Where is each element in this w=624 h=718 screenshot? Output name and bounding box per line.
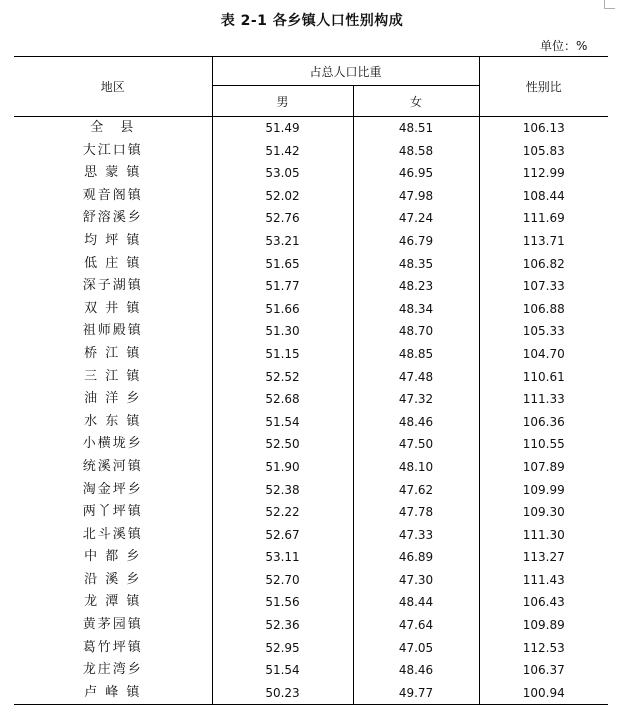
table-row — [14, 117, 608, 140]
cell-female: 47.24 — [353, 207, 479, 230]
cell-region: 沿 溪 乡 — [14, 569, 212, 592]
cell-male: 52.95 — [212, 637, 353, 660]
cell-male: 52.76 — [212, 207, 353, 230]
cell-region: 龙 潭 镇 — [14, 591, 212, 614]
cell-ratio: 106.36 — [522, 414, 565, 429]
cell-region: 北斗溪镇 — [14, 524, 212, 547]
cell-ratio: 105.33 — [522, 324, 565, 339]
cell-region: 祖师殿镇 — [14, 320, 212, 343]
cell-ratio: 112.53 — [522, 640, 565, 655]
cell-region: 小横垅乡 — [14, 433, 212, 456]
table-row — [14, 275, 608, 298]
table-body — [14, 117, 608, 705]
table-row — [14, 591, 608, 614]
cell-ratio: 113.71 — [522, 233, 565, 248]
table-row — [14, 524, 608, 547]
cell-female: 48.10 — [353, 456, 479, 479]
cell-ratio: 106.37 — [522, 663, 565, 678]
cell-female: 46.79 — [353, 230, 479, 253]
cell-region: 双 井 镇 — [14, 298, 212, 321]
cell-ratio: 106.82 — [522, 256, 565, 271]
cell-male: 51.30 — [212, 320, 353, 343]
cell-female: 48.34 — [353, 298, 479, 321]
header-share: 占总人口比重 — [212, 57, 479, 86]
table-row — [14, 682, 608, 705]
unit-label: 单位：% — [540, 39, 588, 53]
cell-male: 51.56 — [212, 591, 353, 614]
cell-female: 47.32 — [353, 388, 479, 411]
table-row — [14, 546, 608, 569]
cell-region: 均 坪 镇 — [14, 230, 212, 253]
cell-ratio: 112.99 — [522, 166, 565, 181]
cell-female: 47.98 — [353, 185, 479, 208]
cell-male: 51.66 — [212, 298, 353, 321]
table-row — [14, 388, 608, 411]
cell-region: 淘金坪乡 — [14, 479, 212, 502]
cell-region: 深子湖镇 — [14, 275, 212, 298]
cell-female: 47.62 — [353, 479, 479, 502]
cell-male: 53.11 — [212, 546, 353, 569]
cell-ratio: 109.99 — [522, 482, 565, 497]
cell-male: 51.54 — [212, 659, 353, 682]
population-gender-table — [14, 56, 608, 705]
table-title: 表 2-1 各乡镇人口性别构成 — [220, 13, 404, 29]
cell-male: 52.68 — [212, 388, 353, 411]
header-ratio: 性别比 — [479, 57, 608, 117]
cell-region: 思 蒙 镇 — [14, 162, 212, 185]
table-row — [14, 501, 608, 524]
header-female: 女 — [353, 86, 479, 117]
table-row — [14, 569, 608, 592]
cell-female: 47.05 — [353, 637, 479, 660]
table-row — [14, 433, 608, 456]
cell-female: 46.89 — [353, 546, 479, 569]
table-row — [14, 140, 608, 163]
cell-region: 统溪河镇 — [14, 456, 212, 479]
cell-male: 52.38 — [212, 479, 353, 502]
cell-male: 51.15 — [212, 343, 353, 366]
cell-male: 52.52 — [212, 366, 353, 389]
table-row — [14, 185, 608, 208]
cell-region: 黄茅园镇 — [14, 614, 212, 637]
cell-female: 48.23 — [353, 275, 479, 298]
cell-male: 51.90 — [212, 456, 353, 479]
cell-ratio: 108.44 — [522, 188, 565, 203]
cell-ratio: 107.33 — [522, 279, 565, 294]
cell-ratio: 109.30 — [522, 505, 565, 520]
cell-ratio: 111.33 — [522, 392, 565, 407]
cell-male: 53.05 — [212, 162, 353, 185]
cell-male: 51.77 — [212, 275, 353, 298]
cell-ratio: 106.43 — [522, 595, 565, 610]
cell-female: 47.48 — [353, 366, 479, 389]
cell-ratio: 111.43 — [522, 572, 565, 587]
cell-male: 52.02 — [212, 185, 353, 208]
table-row — [14, 659, 608, 682]
cell-region: 桥 江 镇 — [14, 343, 212, 366]
cell-female: 47.64 — [353, 614, 479, 637]
cell-region: 葛竹坪镇 — [14, 637, 212, 660]
cell-male: 51.49 — [212, 117, 353, 140]
cell-female: 46.95 — [353, 162, 479, 185]
cell-region: 油 洋 乡 — [14, 388, 212, 411]
cell-female: 48.51 — [353, 117, 479, 140]
cell-female: 49.77 — [353, 682, 479, 705]
cell-male: 52.67 — [212, 524, 353, 547]
cell-male: 52.70 — [212, 569, 353, 592]
cell-ratio: 106.13 — [522, 121, 565, 135]
page-corner-mark — [604, 0, 615, 9]
cell-ratio: 105.83 — [522, 143, 565, 158]
cell-female: 48.70 — [353, 320, 479, 343]
table-row — [14, 230, 608, 253]
cell-male: 51.54 — [212, 411, 353, 434]
cell-male: 51.42 — [212, 140, 353, 163]
table-row — [14, 637, 608, 660]
cell-ratio: 106.88 — [522, 301, 565, 316]
cell-ratio: 109.89 — [522, 618, 565, 633]
cell-region: 两丫坪镇 — [14, 501, 212, 524]
cell-female: 47.50 — [353, 433, 479, 456]
cell-female: 47.33 — [353, 524, 479, 547]
table-row — [14, 343, 608, 366]
cell-male: 50.23 — [212, 682, 353, 705]
cell-female: 47.30 — [353, 569, 479, 592]
cell-male: 51.65 — [212, 253, 353, 276]
cell-region: 观音阁镇 — [14, 185, 212, 208]
cell-region: 大江口镇 — [14, 140, 212, 163]
cell-region: 三 江 镇 — [14, 366, 212, 389]
table-row — [14, 456, 608, 479]
cell-female: 48.35 — [353, 253, 479, 276]
cell-region: 舒溶溪乡 — [14, 207, 212, 230]
table-row — [14, 298, 608, 321]
table-row — [14, 320, 608, 343]
cell-region: 卢 峰 镇 — [14, 682, 212, 705]
table-row — [14, 207, 608, 230]
cell-female: 48.58 — [353, 140, 479, 163]
cell-female: 47.78 — [353, 501, 479, 524]
cell-female: 48.46 — [353, 659, 479, 682]
cell-male: 52.50 — [212, 433, 353, 456]
cell-female: 48.44 — [353, 591, 479, 614]
header-male: 男 — [212, 86, 353, 117]
cell-ratio: 110.55 — [522, 437, 565, 452]
cell-ratio: 104.70 — [522, 346, 565, 361]
cell-ratio: 107.89 — [522, 459, 565, 474]
cell-region: 水 东 镇 — [14, 411, 212, 434]
cell-ratio: 110.61 — [522, 369, 565, 384]
cell-male: 52.22 — [212, 501, 353, 524]
cell-male: 53.21 — [212, 230, 353, 253]
cell-ratio: 111.30 — [522, 527, 565, 542]
cell-region: 龙庄湾乡 — [14, 659, 212, 682]
cell-ratio: 111.69 — [522, 211, 565, 226]
cell-region: 全 县 — [14, 117, 212, 140]
table-row — [14, 162, 608, 185]
cell-region: 中 都 乡 — [14, 546, 212, 569]
cell-male: 52.36 — [212, 614, 353, 637]
table-row — [14, 614, 608, 637]
table-row — [14, 479, 608, 502]
cell-ratio: 113.27 — [522, 550, 565, 565]
cell-female: 48.46 — [353, 411, 479, 434]
table-row — [14, 411, 608, 434]
table-row — [14, 366, 608, 389]
header-region: 地区 — [14, 57, 212, 117]
cell-ratio: 100.94 — [479, 682, 608, 705]
table-row — [14, 253, 608, 276]
cell-region: 低 庄 镇 — [14, 253, 212, 276]
cell-female: 48.85 — [353, 343, 479, 366]
